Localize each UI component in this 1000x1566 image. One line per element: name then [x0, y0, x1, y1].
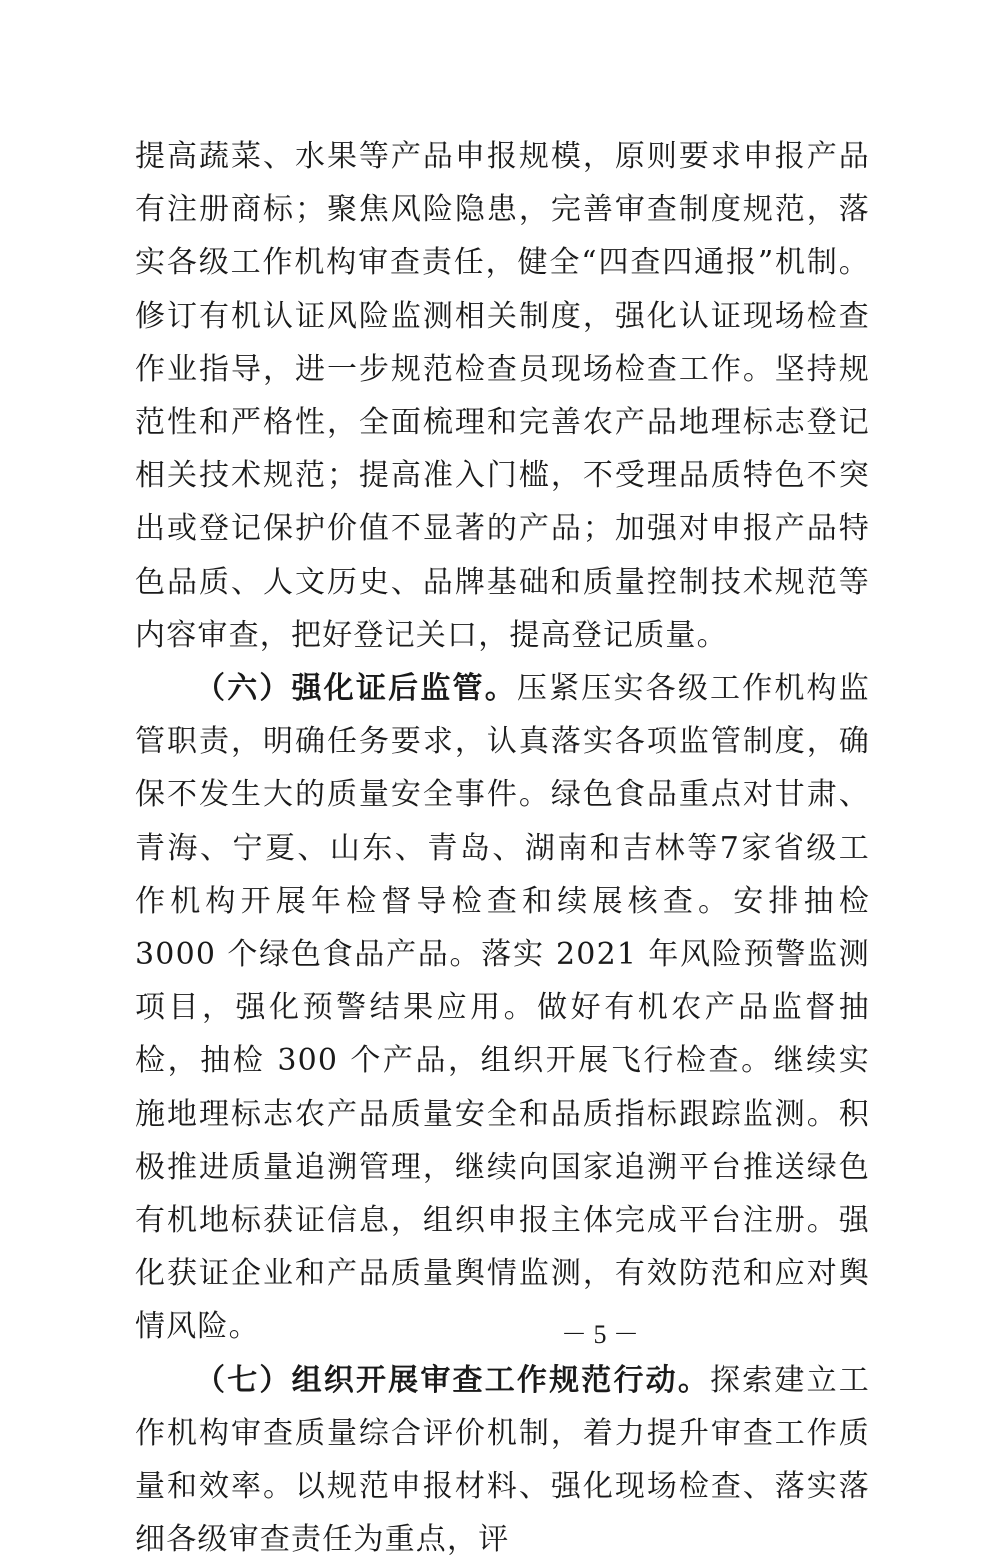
paragraph-text: 提高蔬菜、水果等产品申报规模，原则要求申报产品有注册商标；聚焦风险隐患，完善审查制度规范，落实各级工作机构审查责任，健全“四查四通报”机制。修订有机认证风险监测相关制度，强化认证现场检查作业指导，进一步规范检查员现场检查工作。坚持规范性和严格性，全面梳理和完善农产品地理标志登记相关技术规范；提高准入门槛，不受理品质特色不突出或登记保护价值不显著的产品；加强对申报产品特色品质、人文历史、品牌基础和质量控制技术规范等内容审查，把好登记关口，提高登记质量。 — [135, 139, 870, 653]
paragraph-text: 探索建立工作机构审查质量综合评价机制，着力提升审查工作质量和效率。以规范申报材料、强化现场检查、落实落细各级审查责任为重点，评 — [135, 1362, 871, 1558]
section-heading: （七）组织开展审查工作规范行动。 — [195, 1362, 711, 1398]
section-heading: （六）强化证后监管。 — [195, 671, 517, 707]
paragraph-section-6 — [135, 662, 870, 1354]
paragraph-section-7 — [135, 1354, 870, 1566]
page-number: － 5 － — [560, 1320, 639, 1349]
paragraph-continued — [135, 130, 870, 662]
paragraph-text: 压紧压实各级工作机构监管职责，明确任务要求，认真落实各项监管制度，确保不发生大的质量安全事件。绿色食品重点对甘肃、青海、宁夏、山东、青岛、湖南和吉林等7家省级工作机构开展年检督导检查和续展核查。安排抽检 3000 个绿色食品产品。落实 2021 年风险预警监测项目，强化预警结果应用。做好有机农产品监督抽检，抽检 300 个产品，组织开展飞行检查。继续实施地理标志农产品质量安全和品质指标跟踪监测。积极推进质量追溯管理，继续向国家追溯平台推送绿色有机地标获证信息，组织申报主体完成平台注册。强化获证企业和产品质量舆情监测，有效防范和应对舆情风险。 — [135, 671, 871, 1345]
